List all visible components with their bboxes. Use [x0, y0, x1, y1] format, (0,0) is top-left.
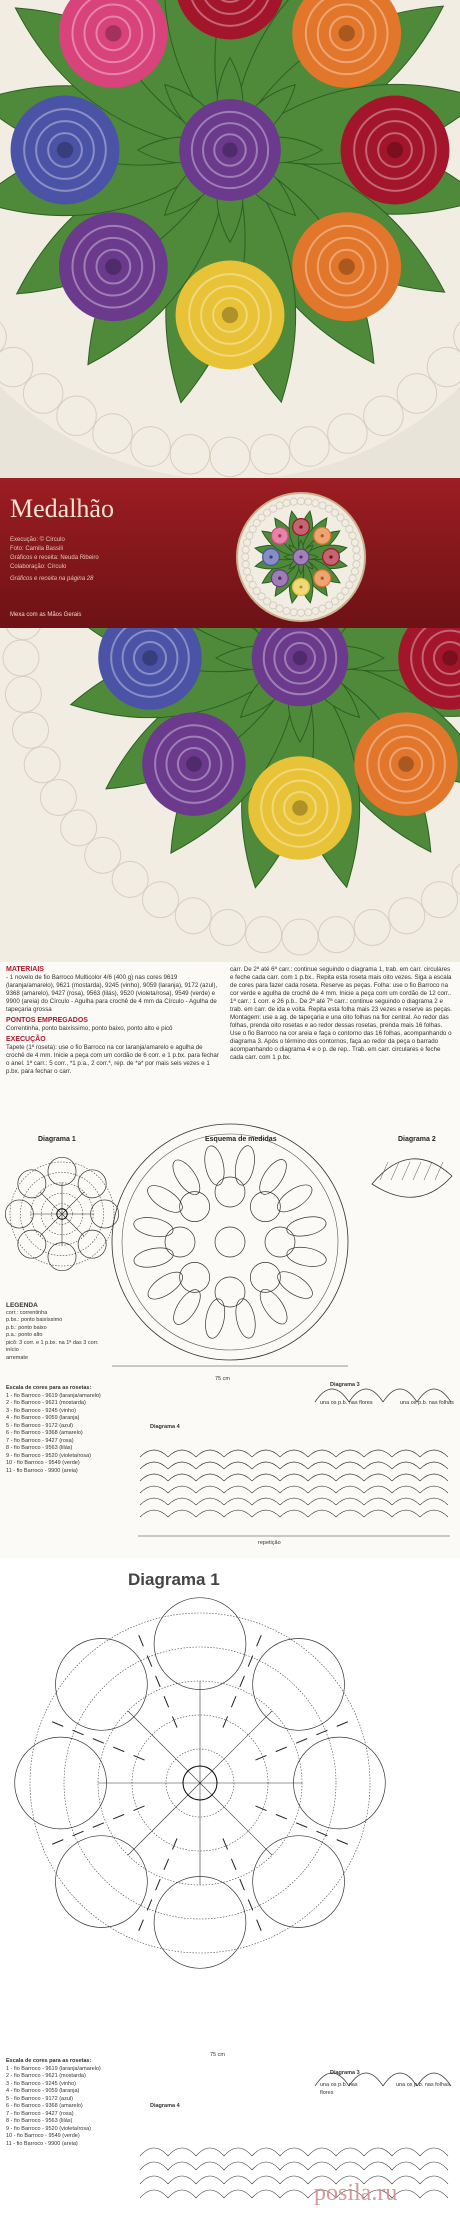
schema-outline [112, 1124, 348, 1360]
schema-leaf [132, 1214, 175, 1239]
diagram-4-arc [140, 1450, 168, 1457]
schema-leaf [168, 1285, 205, 1328]
rose-center [186, 756, 202, 772]
legend-item: p.bx.: ponto baixíssimo [6, 1317, 63, 1323]
color-scale-item: 6 - fio Barroco - 9368 (amarelo) [6, 1430, 83, 1436]
tall-stitch [133, 1806, 144, 1811]
diagram-4-arc [168, 1450, 196, 1457]
petal-loop [154, 1877, 246, 1969]
schema-inner [122, 1134, 338, 1350]
diagram-4-arc [140, 1474, 168, 1481]
tall-stitch [257, 1920, 262, 1931]
schema-leaf [143, 1180, 186, 1217]
diagram-4-arc [224, 1474, 252, 1481]
diagram-4-arc [308, 1510, 336, 1517]
diagram-4-arc [140, 1498, 168, 1505]
diagram-4-arc [224, 1498, 252, 1505]
credits-block: Execução: © Círculo Foto: Camila Bassili Gráficos e receita: Neuda Ribeiro Colaboração: Círculo Gráficos e receita na página 28 [10, 537, 99, 582]
rose-center [330, 556, 333, 559]
color-scale-item: 4 - fio Barroco - 9059 (laranja) [6, 1415, 80, 1421]
pattern-title: Medalhão [10, 494, 114, 523]
diagram-4-arc [196, 2162, 224, 2170]
tall-stitch [231, 1696, 236, 1707]
petal-loop [154, 1598, 246, 1690]
schema-rosette [250, 1262, 280, 1292]
petal-loop [294, 1737, 386, 1829]
diagram-4-arc [168, 1486, 196, 1493]
schema-leaf [233, 1297, 259, 1340]
tall-stitch [316, 1730, 327, 1735]
stitch-spoke [40, 1214, 62, 1236]
tall-stitch [73, 1831, 84, 1836]
tall-stitch [240, 1879, 245, 1890]
diagram-4-arc [196, 1450, 224, 1457]
diagram-4-arc [196, 2176, 224, 2184]
rose-center [293, 651, 307, 665]
color-scale-item: 1 - fio Barroco - 9619 (laranja/amarelo) [6, 1392, 101, 1399]
site-watermark: posila.ru [314, 2180, 398, 2206]
stitch-spoke [62, 1214, 84, 1236]
schema-rosette [180, 1262, 210, 1292]
rose-center [387, 142, 403, 158]
tall-stitch [231, 1859, 236, 1870]
diagram-4-arc [280, 1474, 308, 1481]
tall-stitch [296, 1823, 307, 1828]
tall-stitch [147, 1899, 152, 1910]
rose-center [339, 25, 355, 41]
legend-item: picô: 3 corr. e 1 p.bx. na 1ª das 3 corr. [6, 1339, 99, 1346]
diagram-4-arc [420, 1474, 448, 1481]
color-scale-item: 7 - fio Barroco - 9427 (rosa) [6, 1437, 74, 1444]
rose-center [270, 556, 273, 559]
legend-item: início [6, 1347, 19, 1353]
diagram-4-arc [280, 1450, 308, 1457]
schema-leaf [202, 1144, 228, 1187]
diagram-4-arc [308, 1486, 336, 1493]
diagram-1-title: Diagrama 1 [128, 1570, 220, 1589]
rose-center [321, 577, 324, 580]
diagram-4-arc [392, 2162, 420, 2170]
legend: LEGENDA corr.: correntinha p.bx.: ponto baixíssimo p.b.: ponto baixo p.a.: ponto alto picô: 3 corr. e 1 p.bx. na 1ª das 3 corr. início arremate [6, 1302, 131, 1362]
stitch-spoke [200, 1783, 272, 1855]
diagram-4-arc [252, 1498, 280, 1505]
tall-stitch [139, 1635, 144, 1646]
rose-center [222, 142, 237, 157]
diagram-4-arc [168, 1474, 196, 1481]
schema-rosette [265, 1227, 295, 1257]
diagram-4-arc [364, 2148, 392, 2156]
diagram-4-arc [168, 2176, 196, 2184]
tall-stitch [93, 1823, 104, 1828]
diagram-4-arc [168, 1510, 196, 1517]
legend-item: arremate [6, 1354, 29, 1361]
diagram-4-arc [168, 1498, 196, 1505]
tall-stitch [240, 1676, 245, 1687]
tall-stitch [257, 1635, 262, 1646]
join-leaves-note: una os p.b. nas folhas [400, 1400, 454, 1406]
diagram-4-arc [224, 1462, 252, 1469]
diagram-4-arc [308, 1498, 336, 1505]
diagram-4-arc [308, 1462, 336, 1469]
diagram-4-arc [392, 1474, 420, 1481]
diagram-4-arc [420, 2176, 448, 2184]
tall-stitch [113, 1747, 124, 1752]
schema-rosette [215, 1177, 245, 1207]
diagram-4-arc [252, 2162, 280, 2170]
diagram-4-arc [168, 1462, 196, 1469]
tall-stitch [316, 1831, 327, 1836]
schema-label: Esquema de medidas [205, 1136, 277, 1143]
tall-stitch [164, 1859, 169, 1870]
diagram-4-arc [280, 2190, 308, 2198]
tall-stitch [337, 1722, 348, 1727]
crochet-roses-photo [0, 628, 460, 962]
diagram-4-arc [196, 1510, 224, 1517]
diagram-4-arc [364, 1486, 392, 1493]
diagram-4-arc [364, 2162, 392, 2170]
color-scale-item: 5 - fio Barroco - 9172 (azul) [6, 1422, 73, 1429]
leaf-stitch [380, 1162, 388, 1180]
join-flowers-note: una os p.b. nas flores [320, 1400, 373, 1406]
schema-leaf [285, 1214, 328, 1240]
diagram-4-arc [280, 1462, 308, 1469]
diagram-4-arc [140, 1462, 168, 1469]
diagram-4-arc [392, 1450, 420, 1457]
rose-center [442, 650, 458, 666]
enlarged-diagram-page: Diagrama 1 Escala de cores para as rosetas: 1 - fio Barroco - 9619 (laranja/amarelo) 2 - fio Barroco - 9621 (mostarda) 3 - fio Barroco - 9245 (vinho) 4 - fio Barroco - 9059 (laranja) 5 - fio Barroco - 9172 (azul) 6 - fio Barroco - 9368 (amarelo) 7 - fio Barroco - 9427 (rosa) 8 - fio Barroco - 9563 (lilás) 9 - fio Barroco - 9520 (violeta/rosa) 10 - fio Barroco - 9549 (verde) 11 - fio Barroco - 9900 (areia) Diagrama 3 75 cm una os p.b. nas flores una os p.b. nas folhas Diagrama 4 posila.ru [0, 1558, 460, 2223]
diagram-4-arc [420, 1462, 448, 1469]
product-photo-detail [0, 628, 460, 962]
legend-item: p.b.: ponto baixo [6, 1324, 47, 1331]
tall-stitch [172, 1838, 177, 1849]
instructions-left: MATERIAIS - 1 novelo de fio Barroco Multicolor 4/6 (400 g) nas cores 9619 (laranja/amarelo), 9621 (mostarda), 9245 (vinho), 9059 (laranja), 9172 (azul), 9368 (amarelo), 9427 (rosa), 9563 (lilás), 9520 (violeta/rosa), 9549 (verde) e 9900 (areia) do Círculo - Agulha para crochê de 4 mm da Círculo - Agulha de tapeçaria grossa PONTOS EMPREGADOS Correntinha, ponto baixíssimo, ponto baixo, ponto alto e picô EXECUÇÃO Tapete (1ª roseta): use o fio Barroco na cor laranja/amarelo e agulha de crochê de 4 mm. Inicie a peça com um cordão de 6 corr. e 1 p.bx. para fechar o anel. 1ª carr.: 5 corr., *1 p.a., 2 corr.*, rep. de *a* por mais seis vezes e 1 p.bx. para fechar o carr. [6, 966, 219, 1075]
diagram-4-arc [392, 1486, 420, 1493]
schema-rosette [250, 1192, 280, 1222]
diagram-4-arc [336, 1462, 364, 1469]
diagram-4-arc [336, 1510, 364, 1517]
tall-stitch [255, 1755, 266, 1760]
tall-stitch [223, 1716, 228, 1727]
schema-leaf [285, 1244, 328, 1269]
stitch-spoke [128, 1711, 200, 1783]
diagram-4-arc [364, 1510, 392, 1517]
legend-item: corr.: correntinha [6, 1309, 48, 1316]
tall-stitch [276, 1814, 287, 1819]
color-scale-item: 3 - fio Barroco - 9245 (vinho) [6, 1407, 77, 1414]
schema-leaf [202, 1297, 227, 1340]
diagram-4-arc [420, 2162, 448, 2170]
rose-center [398, 756, 414, 772]
schema-rosette [165, 1227, 195, 1257]
color-scale-item: 8 - fio Barroco - 9563 (lilás) [6, 1445, 73, 1451]
diagram-4-arc [420, 1510, 448, 1517]
rose-center [300, 556, 303, 559]
diagram-4-arc [224, 2162, 252, 2170]
diagram-4-arc [392, 2148, 420, 2156]
diagram-4-arc [252, 1462, 280, 1469]
schema-rosette [215, 1277, 245, 1307]
rose-center [142, 650, 158, 666]
diagram-4-arc [308, 1474, 336, 1481]
color-scale-item: 9 - fio Barroco - 9520 (violeta/rosa) [6, 1452, 91, 1459]
pattern-page [0, 962, 460, 1558]
stitch-spoke [40, 1192, 62, 1214]
tall-stitch [73, 1730, 84, 1735]
rose-center [339, 259, 355, 275]
crochet-doily-photo [0, 0, 460, 478]
rose-center [105, 25, 121, 41]
tall-stitch [223, 1838, 228, 1849]
diagram-4-arc [280, 2176, 308, 2184]
tall-stitch [164, 1696, 169, 1707]
legend-item: p.a.: ponto alto [6, 1332, 43, 1338]
diagram-4-arc [196, 2190, 224, 2198]
diagram-4-arc [308, 2162, 336, 2170]
diagram-4-arc [392, 1498, 420, 1505]
tall-stitch [113, 1814, 124, 1819]
diagram-4-arc [308, 2148, 336, 2156]
diagram-4-arc [420, 1498, 448, 1505]
rose-center [292, 800, 308, 816]
leaf-stitch [391, 1162, 399, 1180]
diagram-4-arc [252, 1474, 280, 1481]
tall-stitch [139, 1920, 144, 1931]
repeat-label: repetição [258, 1540, 281, 1546]
rose-center [278, 534, 281, 537]
diagram-4-arc [196, 1486, 224, 1493]
color-scale-repeat: Escala de cores para as rosetas: 1 - fio Barroco - 9619 (laranja/amarelo) 2 - fio Barroco - 9621 (mostarda) 3 - fio Barroco - 9245 (vinho) 4 - fio Barroco - 9059 (laranja) 5 - fio Barroco - 9172 (azul) 6 - fio Barroco - 9368 (amarelo) 7 - fio Barroco - 9427 (rosa) 8 - fio Barroco - 9563 (lilás) 9 - fio Barroco - 9520 (violeta/rosa) 10 - fio Barroco - 9549 (verde) 11 - fio Barroco - 9900 (areia) [6, 2058, 101, 2147]
tall-stitch [248, 1899, 253, 1910]
tall-stitch [156, 1676, 161, 1687]
rose-center [300, 526, 303, 529]
stitch-spoke [62, 1192, 84, 1214]
tall-stitch [52, 1722, 63, 1727]
leaf-stitch [413, 1162, 421, 1180]
tall-stitch [52, 1840, 63, 1845]
petal-loop [48, 1243, 76, 1271]
rose-center [300, 586, 303, 589]
product-photo-top [0, 0, 460, 478]
diagram-4-arc [280, 1498, 308, 1505]
rose-center [278, 577, 281, 580]
diagram-4-arc [196, 1498, 224, 1505]
diagram-4-arc [224, 2148, 252, 2156]
diagram-4-arc [224, 2190, 252, 2198]
rose-center [321, 534, 324, 537]
diagram-4-arc [336, 2162, 364, 2170]
diagram-4-arc [252, 2176, 280, 2184]
diagram-4-arc [420, 2148, 448, 2156]
diagram-4-arc [168, 2162, 196, 2170]
diagram-4-arc [140, 2148, 168, 2156]
diagram-4-arc [336, 1486, 364, 1493]
tall-stitch [156, 1879, 161, 1890]
doily-thumbnail [236, 492, 366, 622]
tall-stitch [248, 1656, 253, 1667]
leaf-stitch [402, 1162, 410, 1180]
diagram-4-arc [392, 1462, 420, 1469]
diagram-4-arc [140, 2162, 168, 2170]
diagram-4-arc [280, 1510, 308, 1517]
diagram-4-arc [224, 2176, 252, 2184]
diagram-4-arc [140, 1486, 168, 1493]
diagram-4-arc [420, 2190, 448, 2198]
diagram-4-arc [308, 1450, 336, 1457]
diagram-1-label: Diagrama 1 [38, 1136, 76, 1143]
diagram-4-arc [252, 1486, 280, 1493]
petal-loop [5, 1200, 33, 1228]
schema-leaf [132, 1245, 175, 1271]
diagram-4-arc [224, 1486, 252, 1493]
diagram-4-arc [420, 1486, 448, 1493]
diagram-4-arc [196, 1474, 224, 1481]
diagram-4-arc [252, 2190, 280, 2198]
tall-stitch [147, 1656, 152, 1667]
diagram-4-arc [224, 1450, 252, 1457]
tall-stitch [255, 1806, 266, 1811]
tall-stitch [276, 1747, 287, 1752]
diagram-4-arc [224, 1510, 252, 1517]
diagram-4-arc [336, 1474, 364, 1481]
color-scale-item: 2 - fio Barroco - 9621 (mostarda) [6, 1400, 86, 1406]
color-scale-item: 11 - fio Barroco - 9900 (areia) [6, 1467, 78, 1474]
diagram-4-arc [140, 2190, 168, 2198]
caption-band [0, 478, 460, 628]
diagram-4-arc [140, 1510, 168, 1517]
diagram-4-arc [364, 1474, 392, 1481]
tall-stitch [93, 1739, 104, 1744]
diagram-4-arc [252, 2148, 280, 2156]
petal-loop [48, 1157, 76, 1185]
diagram-4-arc [280, 2162, 308, 2170]
diagram-4-arc [336, 1498, 364, 1505]
leaf-stitch [424, 1162, 432, 1180]
tall-stitch [133, 1755, 144, 1760]
diagram-3-label: Diagrama 3 [330, 1382, 360, 1388]
rose-center [105, 259, 121, 275]
schema-leaf [232, 1144, 257, 1187]
diagram-4-arc [168, 2190, 196, 2198]
color-scale-item: 10 - fio Barroco - 9549 (verde) [6, 1460, 80, 1466]
diagram-4-arc [196, 1462, 224, 1469]
footer-credit: Mexa com as Mãos Gerais [10, 612, 82, 618]
diagram-4-label: Diagrama 4 [150, 1424, 180, 1430]
schema-leaf [255, 1155, 292, 1198]
tall-stitch [337, 1840, 348, 1845]
diagram-4-arc [252, 1450, 280, 1457]
stitch-spoke [128, 1783, 200, 1855]
schema-rosette [180, 1192, 210, 1222]
diagram-4-arc [420, 1450, 448, 1457]
diagram-4-arc [392, 1510, 420, 1517]
measure-label: 75 cm [215, 1376, 230, 1382]
diagram-4-arc [168, 2148, 196, 2156]
diagram-4-arc [364, 1450, 392, 1457]
diagram-4-arc [196, 2148, 224, 2156]
diagram-2-leaf [372, 1159, 452, 1197]
tall-stitch [172, 1716, 177, 1727]
diagram-4-arc [364, 1498, 392, 1505]
diagram-2-label: Diagrama 2 [398, 1136, 436, 1143]
diagram-4-arc [140, 2176, 168, 2184]
instructions-right: carr. De 2ª até 6ª carr.: continue seguindo o diagrama 1, trab. em carr. circulares e feche cada carr. com 1 p.bx.. Repita esta roseta mais oito vezes. Siga a escala de cores para fazer cada roseta. Reserve as peças. Folha: use o fio Barroco na cor verde e agulha de crochê de 4 mm. Inicie a peça com um cordão de 12 corr.. 1ª carr.: 1 corr. e 26 p.b.. De 2ª até 7ª carr.: continue seguindo o diagrama 2 e trab. em carr. de ida e volta. Repita esta folha mais 23 vezes e reserve as peças. Montagem: use a ag. de tapeçaria e una oito folhas na flor central. Ao redor das folhas, prenda oito rosetas e ao redor dessas rosetas, prenda mais 16 folhas. Use o fio Barroco na cor areia e faça o contorno das 16 folhas, acompanhando o diagrama 3. Após o término dos contornos, faça ao redor da peça o barrado acompanhando o diagrama 4 e o p. de rep.. Trab. em carr. circulares e feche cada carr. com 1 p.bx. [230, 966, 452, 1061]
rose-center [57, 142, 73, 158]
diagram-4-arc [364, 1462, 392, 1469]
diagram-4-arc [336, 2148, 364, 2156]
schema-centre [215, 1227, 245, 1257]
petal-loop [91, 1200, 119, 1228]
schema-leaf [273, 1267, 316, 1304]
rose-center [222, 307, 238, 323]
diagram-4-arc [280, 1486, 308, 1493]
diagram-4-arc [252, 1510, 280, 1517]
diagram-4-arc [336, 1450, 364, 1457]
stitch-spoke [200, 1711, 272, 1783]
diagram-4-arc [280, 2148, 308, 2156]
tall-stitch [296, 1739, 307, 1744]
color-scale: Escala de cores para as rosetas: 1 - fio Barroco - 9619 (laranja/amarelo) 2 - fio Barroco - 9621 (mostarda) 3 - fio Barroco - 9245 (vinho) 4 - fio Barroco - 9059 (laranja) 5 - fio Barroco - 9172 (azul) 6 - fio Barroco - 9368 (amarelo) 7 - fio Barroco - 9427 (rosa) 8 - fio Barroco - 9563 (lilás) 9 - fio Barroco - 9520 (violeta/rosa) 10 - fio Barroco - 9549 (verde) 11 - fio Barroco - 9900 (areia) [6, 1385, 136, 1475]
petal-loop [15, 1737, 107, 1829]
